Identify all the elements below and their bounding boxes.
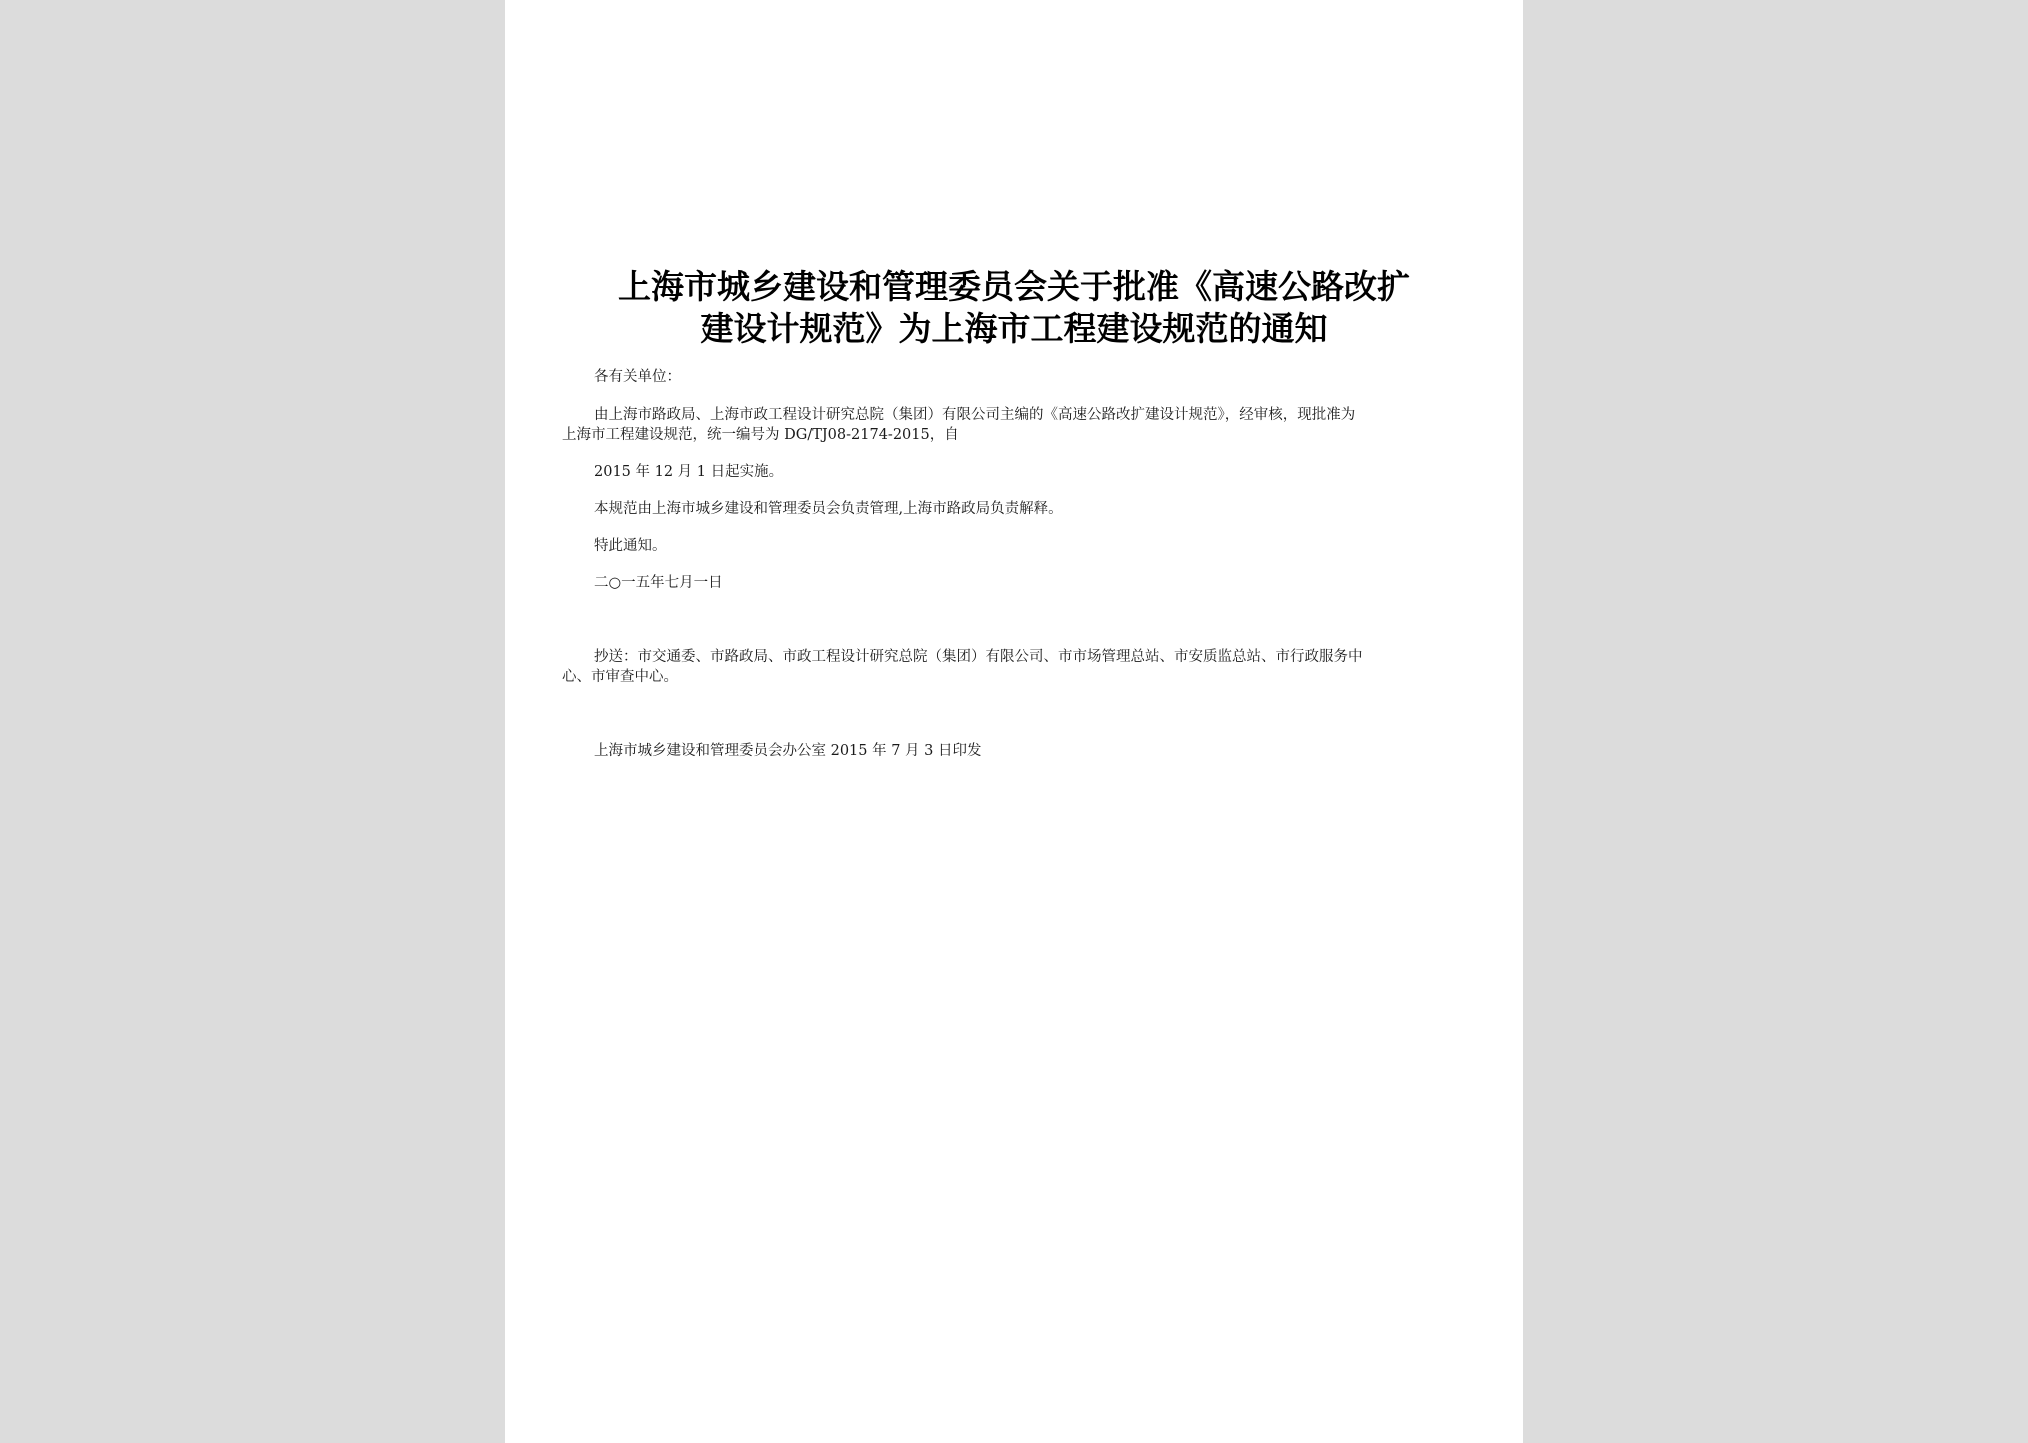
issue-date: 二○一五年七月一日: [594, 575, 723, 591]
closing-statement: 特此通知。: [594, 538, 667, 554]
document-title-line-1: 上海市城乡建设和管理委员会关于批准《高速公路改扩: [618, 267, 1410, 306]
body-paragraph-line-1: 由上海市路政局、上海市政工程设计研究总院（集团）有限公司主编的《高速公路改扩建设计规范》，经审核，现批准为: [594, 407, 1356, 423]
management-statement: 本规范由上海市城乡建设和管理委员会负责管理,上海市路政局负责解释。: [594, 501, 1063, 517]
document-title-line-2: 建设计规范》为上海市工程建设规范的通知: [700, 309, 1328, 348]
issuing-office: 上海市城乡建设和管理委员会办公室 2015 年 7 月 3 日印发: [594, 743, 982, 759]
effective-date-line: 2015 年 12 月 1 日起实施。: [594, 464, 784, 480]
salutation: 各有关单位：: [594, 369, 681, 385]
cc-list-line-1: 抄送：市交通委、市路政局、市政工程设计研究总院（集团）有限公司、市市场管理总站、市安质监总站、市行政服务中: [594, 649, 1363, 665]
document-page: [505, 0, 1523, 1443]
cc-list-line-2: 心、市审查中心。: [562, 669, 678, 685]
body-paragraph-line-2: 上海市工程建设规范，统一编号为 DG/TJ08-2174-2015，自: [562, 427, 959, 443]
